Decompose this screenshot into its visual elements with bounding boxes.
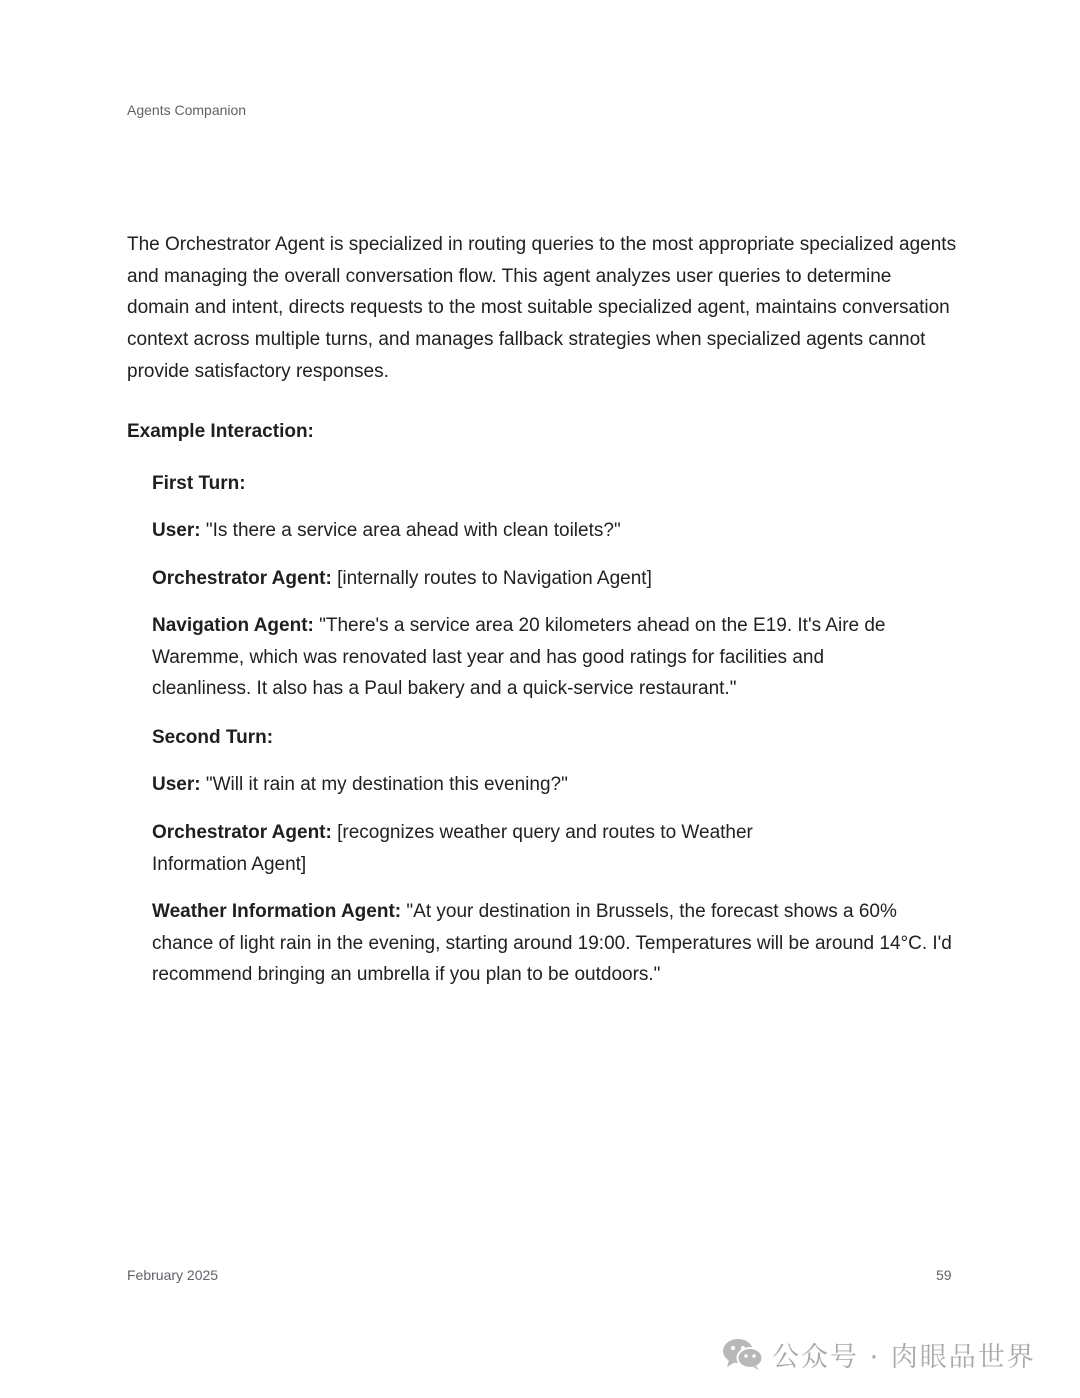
- message-text: "Will it rain at my destination this evening?": [200, 774, 568, 795]
- second-turn-user-message: [152, 769, 952, 801]
- first-turn-orchestrator-message: [152, 563, 952, 595]
- speaker-label: User:: [152, 520, 201, 541]
- running-header-title: Agents Companion: [127, 102, 247, 118]
- footer-page-number: 59: [936, 1267, 952, 1283]
- message-text: [recognizes weather query and routes to Weather Information Agent]: [152, 822, 753, 875]
- speaker-label: Navigation Agent:: [152, 615, 314, 636]
- wechat-icon: [722, 1337, 764, 1371]
- first-turn-user-message: [152, 515, 952, 547]
- first-turn-navigation-message: [152, 610, 897, 705]
- message-text: "There's a service area 20 kilometers ahead on the E19. It's Aire de Waremme, which was renovated last year and has good ratings for facilities and cleanliness. It also has a Paul bakery and a quick-service restaurant.": [152, 615, 886, 700]
- example-interaction-heading: Example Interaction:: [127, 421, 314, 442]
- intro-paragraph: The Orchestrator Agent is specialized in routing queries to the most appropriate specialized agents and managing the overall conversation flow. This agent analyzes user queries to determine domain and intent, directs requests to the most suitable specialized agent, maintains conversation context across multiple turns, and manages fallback strategies when specialized agents cannot provide satisfactory responses.: [127, 234, 957, 382]
- watermark-text: 公众号 · 肉眼品世界: [772, 1341, 1036, 1373]
- second-turn-weather-message: [152, 896, 952, 991]
- second-turn-heading: Second Turn:: [152, 727, 274, 748]
- message-text: [internally routes to Navigation Agent]: [331, 568, 652, 589]
- wechat-watermark: [722, 1334, 1036, 1374]
- speaker-label: User:: [152, 774, 201, 795]
- first-turn-heading: First Turn:: [152, 473, 246, 494]
- message-text: "Is there a service area ahead with clean toilets?": [200, 520, 621, 541]
- speaker-label: Orchestrator Agent:: [152, 568, 332, 589]
- second-turn-orchestrator-message: [152, 817, 802, 880]
- message-text: "At your destination in Brussels, the forecast shows a 60% chance of light rain in the evening, starting around 19:00. Temperatures will be around 14°C. I'd recommend bringing an umbrella if you plan to be outdoors.": [152, 901, 952, 986]
- footer-date: February 2025: [127, 1267, 219, 1283]
- speaker-label: Weather Information Agent:: [152, 901, 402, 922]
- speaker-label: Orchestrator Agent:: [152, 822, 332, 843]
